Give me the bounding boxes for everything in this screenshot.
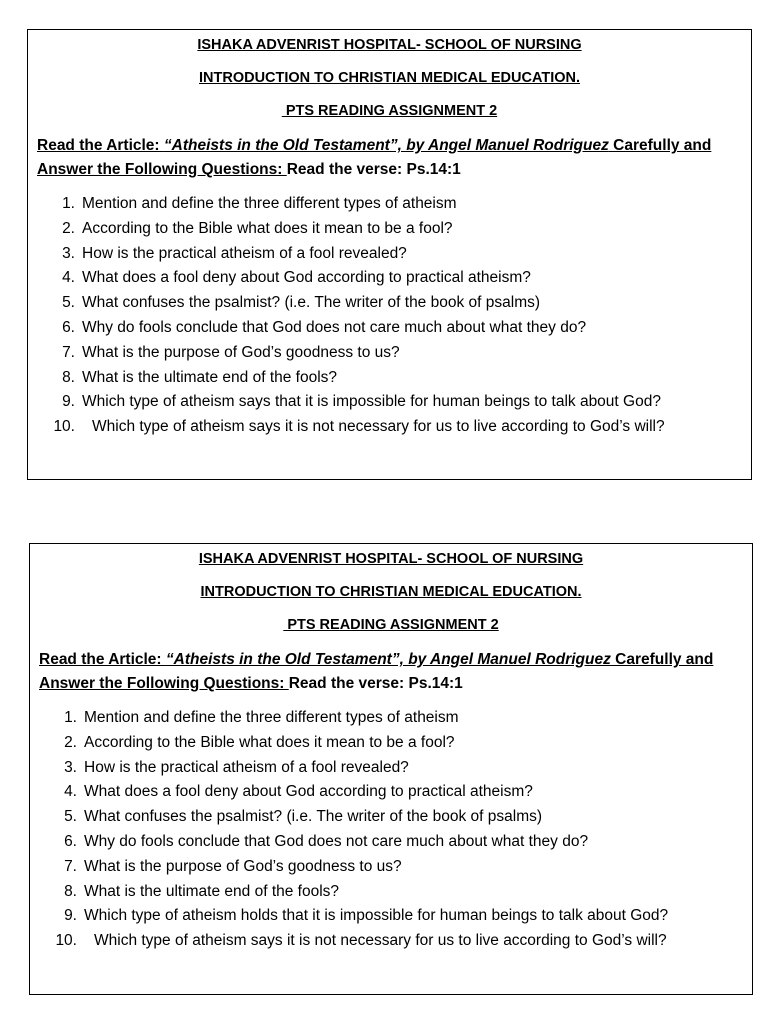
verse-reference: Read the verse: Ps.14:1 — [286, 161, 461, 178]
list-item — [28, 266, 751, 291]
article-title: “Atheists in the Old Testament”, by Angel Manuel Rodriguez — [163, 137, 609, 154]
instruction-suffix: Carefully and Answer the Following Questions: — [37, 137, 712, 178]
school-heading: ISHAKA ADVENRIST HOSPITAL- SCHOOL OF NURSING — [198, 551, 584, 567]
question-number: 2. — [62, 219, 75, 237]
question-number: 3. — [64, 758, 77, 776]
question-text: Mention and define the three different types of atheism — [84, 709, 459, 726]
course-heading: INTRODUCTION TO CHRISTIAN MEDICAL EDUCATION. — [198, 70, 581, 86]
list-item — [30, 830, 752, 855]
list-item — [28, 291, 751, 316]
instructions — [39, 648, 739, 696]
question-list — [30, 706, 752, 954]
question-text: Mention and define the three different types of atheism — [82, 195, 457, 212]
assignment-heading: PTS READING ASSIGNMENT 2 — [283, 617, 499, 633]
instruction-prefix: Read the Article: — [39, 651, 166, 668]
article-title: “Atheists in the Old Testament”, by Angel Manuel Rodriguez — [165, 651, 611, 668]
question-number: 5. — [62, 294, 75, 312]
list-item — [28, 366, 751, 391]
question-number: 6. — [62, 318, 75, 336]
school-heading: ISHAKA ADVENRIST HOSPITAL- SCHOOL OF NURSING — [197, 37, 582, 53]
question-number: 10. — [53, 418, 75, 436]
question-text: What is the purpose of God’s goodness to us? — [84, 857, 402, 875]
list-item — [30, 929, 752, 954]
question-number: 3. — [62, 244, 75, 262]
question-text: Which type of atheism says it is not necessary for us to live according to God’s will? — [92, 418, 665, 436]
question-number: 2. — [64, 733, 77, 751]
question-text: What confuses the psalmist? (i.e. The writer of the book of psalms) — [82, 294, 541, 312]
list-item — [28, 341, 751, 366]
instructions — [37, 134, 737, 182]
list-item — [30, 805, 752, 830]
question-number: 9. — [62, 393, 75, 411]
question-text: Which type of atheism says that it is impossible for human beings to talk about God? — [82, 393, 661, 411]
verse-reference: Read the verse: Ps.14:1 — [288, 675, 463, 692]
list-item — [28, 242, 751, 267]
list-item — [30, 731, 752, 756]
list-item — [30, 855, 752, 880]
question-text: What is the purpose of God’s goodness to us? — [82, 343, 400, 361]
question-number: 1. — [64, 709, 77, 726]
question-number: 7. — [64, 857, 77, 875]
question-number: 4. — [64, 783, 77, 801]
list-item — [28, 217, 751, 242]
list-item — [30, 780, 752, 805]
list-item — [30, 756, 752, 781]
question-text: What confuses the psalmist? (i.e. The writer of the book of psalms) — [84, 808, 543, 826]
question-number: 4. — [62, 269, 75, 287]
question-text: What is the ultimate end of the fools? — [82, 368, 338, 386]
question-number: 7. — [62, 343, 75, 361]
course-heading: INTRODUCTION TO CHRISTIAN MEDICAL EDUCATION. — [200, 584, 582, 600]
question-number: 1. — [62, 195, 75, 212]
question-text: Why do fools conclude that God does not care much about what they do? — [82, 318, 587, 336]
question-text: Why do fools conclude that God does not care much about what they do? — [84, 832, 589, 850]
list-item — [30, 706, 752, 731]
assignment-heading: PTS READING ASSIGNMENT 2 — [281, 103, 498, 119]
instruction-prefix: Read the Article: — [37, 137, 164, 154]
question-text: Which type of atheism holds that it is impossible for human beings to talk about God? — [84, 907, 669, 925]
question-list — [28, 192, 751, 440]
question-number: 9. — [64, 907, 77, 925]
assignment-card-2 — [29, 543, 753, 995]
question-text: How is the practical atheism of a fool revealed? — [82, 244, 407, 262]
list-item — [28, 192, 751, 217]
list-item — [28, 316, 751, 341]
question-text: According to the Bible what does it mean to be a fool? — [84, 733, 455, 751]
question-text: What does a fool deny about God according to practical atheism? — [82, 269, 531, 287]
question-text: What is the ultimate end of the fools? — [84, 882, 340, 900]
assignment-card-1 — [27, 29, 752, 480]
list-item — [30, 880, 752, 905]
question-text: How is the practical atheism of a fool revealed? — [84, 758, 409, 776]
question-number: 6. — [64, 832, 77, 850]
question-number: 10. — [55, 932, 77, 950]
list-item — [28, 390, 751, 415]
question-text: Which type of atheism says it is not necessary for us to live according to God’s will? — [94, 932, 667, 950]
list-item — [30, 904, 752, 929]
question-number: 5. — [64, 808, 77, 826]
question-number: 8. — [62, 368, 75, 386]
question-text: What does a fool deny about God according to practical atheism? — [84, 783, 533, 801]
list-item — [28, 415, 751, 440]
question-text: According to the Bible what does it mean to be a fool? — [82, 219, 453, 237]
instruction-suffix: Carefully and Answer the Following Questions: — [39, 651, 714, 692]
question-number: 8. — [64, 882, 77, 900]
